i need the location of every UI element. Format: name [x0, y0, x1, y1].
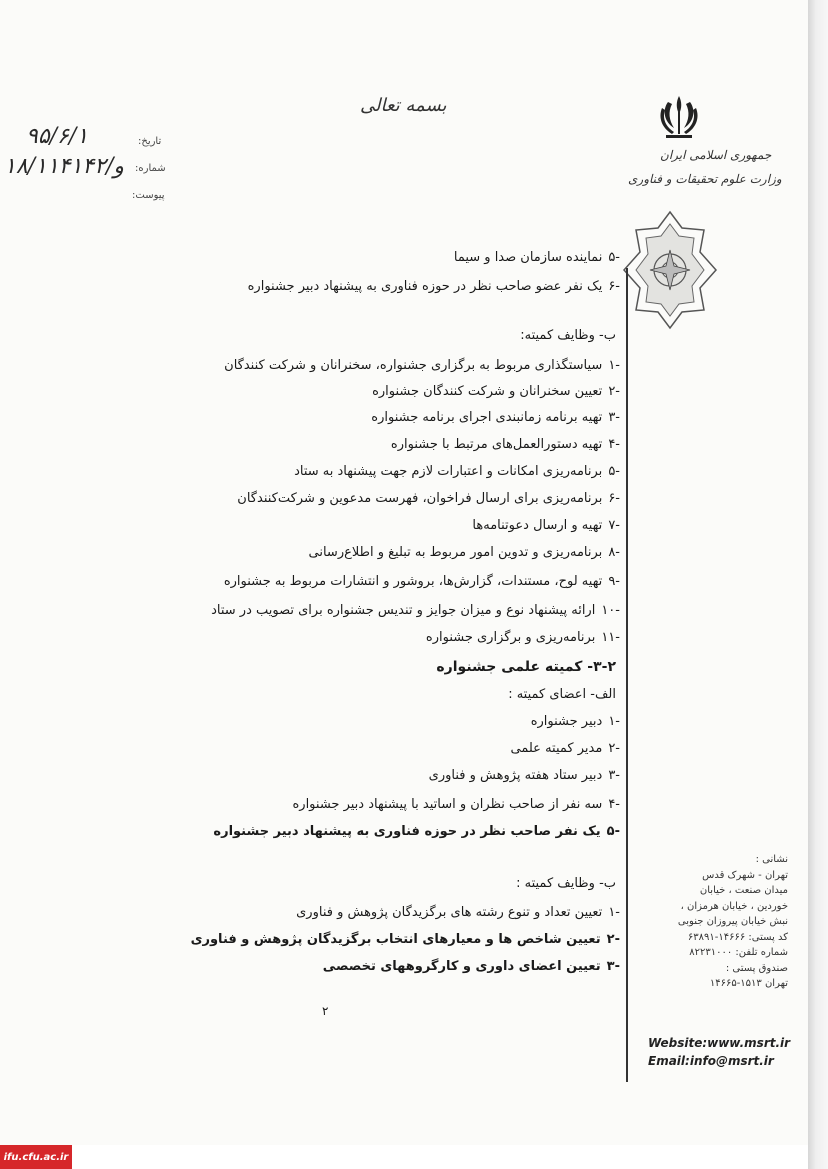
subheading-duties: ب- وظایف کمیته : — [516, 876, 616, 891]
ministry-line-1: جمهوری اسلامی ایران — [660, 148, 772, 162]
address-line: نشانی : — [755, 854, 788, 865]
margin-divider — [626, 268, 628, 1082]
ornament-icon — [622, 210, 718, 330]
number-value: ۱۸/۱۱۴۱۴۲/و — [4, 154, 124, 179]
list-item: -۲تعیین سخنرانان و شرکت کنندگان جشنواره — [372, 384, 620, 399]
list-item: -۲مدیر کمیته علمی — [510, 741, 620, 756]
list-item: -۷تهیه و ارسال دعوتنامه‌ها — [472, 518, 620, 533]
address-block — [678, 852, 788, 992]
iran-emblem-icon — [656, 92, 702, 140]
list-item: -۱دبیر جشنواره — [530, 714, 620, 729]
number-label: شماره: — [135, 163, 166, 174]
list-item: -۱تعیین تعداد و تنوع رشته های برگزیدگان پژوهش و فناوری — [296, 905, 620, 920]
list-item: -۴تهیه دستورالعمل‌های مرتبط با جشنواره — [390, 437, 620, 452]
list-item: -۱۰ارائه پیشنهاد نوع و میزان جوایز و تندیس جشنواره برای تصویب در ستاد — [211, 603, 620, 618]
section-heading-duties: ب- وظایف کمیته: — [520, 328, 616, 343]
ministry-line-2: وزارت علوم تحقیقات و فناوری — [628, 172, 782, 186]
address-line: کد پستی: ۱۴۶۶۶-۶۳۸۹۱ — [687, 931, 788, 943]
list-item: -۱سیاستگذاری مربوط به برگزاری جشنواره، سخنرانان و شرکت کنندگان — [224, 358, 620, 373]
subheading-members: الف- اعضای کمیته : — [508, 687, 616, 702]
list-item: -۶برنامه‌ریزی برای ارسال فراخوان، فهرست مدعوین و شرکت‌کنندگان — [237, 491, 620, 506]
address-line: تهران ۱۵۱۳-۱۴۶۶۵ — [709, 978, 788, 989]
footer-logo: ifu.cfu.ac.ir — [0, 1145, 72, 1169]
list-item: -۸برنامه‌ریزی و تدوین امور مربوط به تبلیغ و اطلاع‌رسانی — [308, 545, 620, 560]
address-line: نبش خیابان پیروزان جنوبی — [677, 916, 788, 927]
section-heading-scientific-committee: ۳-۲- کمیته علمی جشنواره — [436, 659, 616, 675]
list-item: -۳دبیر ستاد هفته پژوهش و فناوری — [428, 768, 620, 783]
date-label: تاریخ: — [138, 136, 162, 147]
list-item: -۲تعیین شاخص ها و معیارهای انتخاب برگزیدگان پژوهش و فناوری — [190, 932, 620, 947]
list-item: -۹تهیه لوح، مستندات، گزارش‌ها، بروشور و انتشارات مربوط به جشنواره — [223, 574, 620, 589]
email-text: Email:info@msrt.ir — [648, 1054, 774, 1068]
list-item: -۵برنامه‌ریزی امکانات و اعتبارات لازم جهت پیشنهاد به ستاد — [294, 464, 620, 479]
list-item: -۴سه نفر از صاحب نظران و اساتید با پیشنهاد دبیر جشنواره — [292, 797, 620, 812]
address-line: میدان صنعت ، خیابان — [699, 885, 788, 896]
address-line: تهران - شهرک قدس — [702, 869, 788, 881]
list-item: -۱۱برنامه‌ریزی و برگزاری جشنواره — [425, 630, 620, 645]
website-text: Website:www.msrt.ir — [648, 1036, 791, 1050]
list-item: -۶یک نفر عضو صاحب نظر در حوزه فناوری به پیشنهاد دبیر جشنواره — [247, 279, 620, 294]
list-item: -۵نماینده سازمان صدا و سیما — [453, 250, 620, 265]
address-line: شماره تلفن: ۸۲۲۳۱۰۰۰ — [689, 947, 788, 958]
basmala: بسمه تعالی — [360, 95, 447, 116]
date-value: ۹۵/۶/۱ — [26, 124, 89, 149]
address-line: خوردین ، خیابان هرمزان ، — [680, 900, 788, 912]
page-edge — [808, 0, 828, 1169]
attachment-label: پیوست: — [132, 190, 165, 201]
bottom-strip — [0, 1145, 808, 1169]
list-item: -۳تعیین اعضای داوری و کارگروههای تخصصی — [322, 959, 620, 974]
address-line: صندوق پستی : — [725, 962, 788, 974]
list-item: -۳تهیه برنامه زمانبندی اجرای برنامه جشنواره — [371, 410, 620, 425]
list-item: -۵یک نفر صاحب نظر در حوزه فناوری به پیشنهاد دبیر جشنواره — [213, 824, 620, 839]
page-number: ۲ — [322, 1004, 329, 1018]
